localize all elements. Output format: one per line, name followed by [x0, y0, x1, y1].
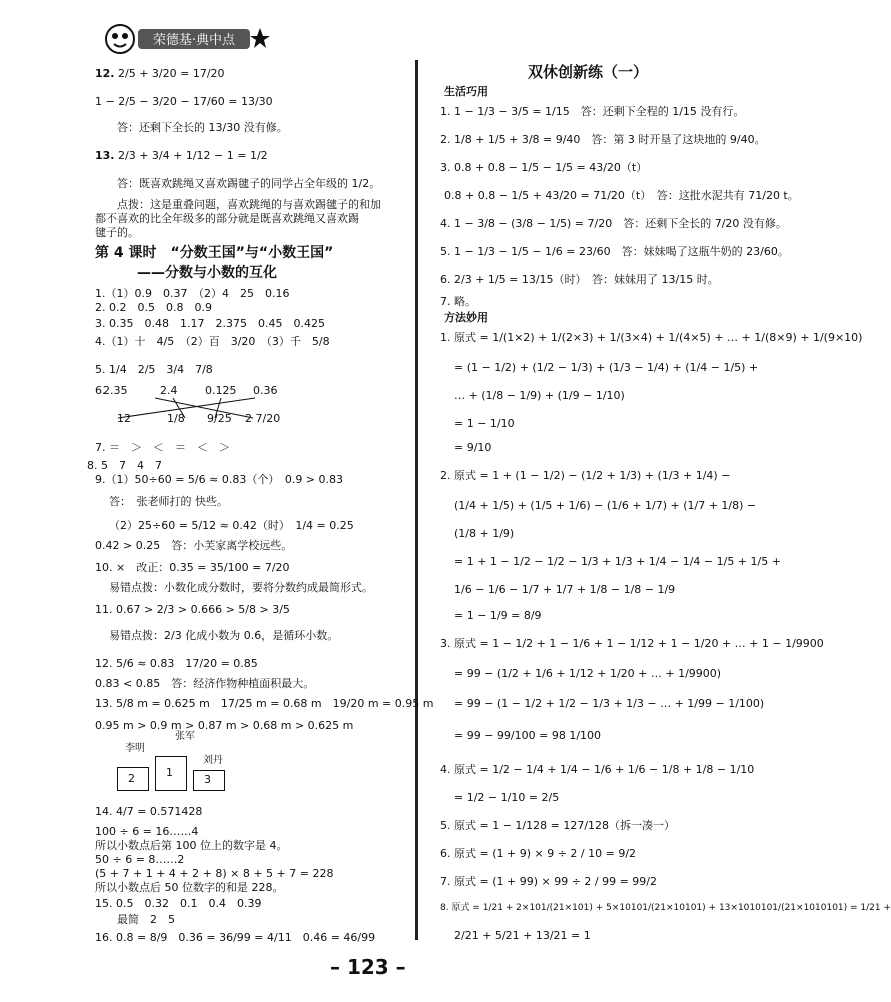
r3a: 3. 0.8 + 0.8 − 1/5 − 1/5 = 43/20（t） [440, 161, 648, 174]
q6-top-1: 2.35 [103, 384, 128, 397]
m4-line2: = 1/2 − 1/10 = 2/5 [454, 791, 560, 804]
q6-bottom-2: 1/8 [167, 412, 185, 425]
m8-line1: 8. 原式 = 1/21 + 2×101/(21×101) + 5×10101/(21×10101) + 13×1010101/(21×1010101) = 1/21 + [440, 903, 891, 913]
q14-line6: 所以小数点后 50 位数字的和是 228。 [95, 881, 284, 894]
m1-line3: … + (1/8 − 1/9) + (1/9 − 1/10) [454, 389, 625, 402]
m1-line5: = 9/10 [454, 441, 492, 454]
q9-line2: 答： 张老师打的 快些。 [109, 495, 228, 508]
q13-answer: 答：既喜欢跳绳又喜欢踢毽子的同学占全年级的 1/2。 [117, 177, 381, 190]
q6-top-2: 2.4 [160, 384, 178, 397]
a-q8: 8. 5 7 4 7 [87, 459, 162, 472]
section-title: 双休创新练（一） [528, 63, 649, 81]
podium-box-1 [155, 756, 187, 791]
a-q7: 7. ＝ ＞ ＜ ＝ ＜ ＞ [95, 441, 230, 454]
q6-bottom-1: 12 [117, 412, 131, 425]
lesson-title: 第 4 课时 “分数王国”与“小数王国” [95, 245, 334, 261]
podium-name-2: 张军 [175, 731, 195, 742]
q15-line1: 15. 0.5 0.32 0.1̇ 0.4̇ 0.3̇9̇ [95, 897, 262, 910]
q14-line3: 所以小数点后第 100 位上的数字是 4。 [95, 839, 288, 852]
m2-line1: 2. 原式 = 1 + (1 − 1/2) − (1/2 + 1/3) + (1/3 + 1/4) − [440, 469, 731, 482]
q12-line2: 1 − 2/5 − 3/20 − 17/60 = 13/30 [95, 95, 273, 108]
m8-line2: 2/21 + 5/21 + 13/21 = 1 [454, 929, 591, 942]
life-heading: 生活巧用 [444, 85, 488, 98]
q14-line5: (5 + 7 + 1 + 4 + 2 + 8) × 8 + 5 + 7 = 228 [95, 867, 334, 880]
m2-line5: 1/6 − 1/6 − 1/7 + 1/7 + 1/8 − 1/8 − 1/9 [454, 583, 676, 596]
a-q3: 3. 0.35 0.48 1.17 2.375 0.45 0.425 [95, 317, 325, 330]
a-q16: 16. 0.8̇ = 8/9 0.3̇6̇ = 36/99 = 4/11 0.4̇6̇ = 46/99 [95, 931, 376, 944]
m5: 5. 原式 = 1 − 1/128 = 127/128（拆一凑一） [440, 819, 676, 832]
m3-line4: = 99 − 99/100 = 98 1/100 [454, 729, 602, 742]
r4: 4. 1 − 3/8 − (3/8 − 1/5) = 7/20 答：还剩下全长的 7/20 没有修。 [440, 217, 787, 230]
q9-line4: 0.42 > 0.25 答：小芙家离学校远些。 [95, 539, 293, 552]
lesson-subtitle: ——分数与小数的互化 [137, 265, 277, 281]
q13-tip2: 都不喜欢的比全年级多的部分就是既喜欢跳绳又喜欢踢 [95, 212, 359, 225]
method-heading: 方法妙用 [444, 311, 488, 324]
r2: 2. 1/8 + 1/5 + 3/8 = 9/40 答：第 3 时开垦了这块地的 9/40。 [440, 133, 766, 146]
a-q5: 5. 1/4 2/5 3/4 7/8 [95, 363, 213, 376]
q11-line2: 易错点拨：2/3 化成小数为 0.6̇，是循环小数。 [109, 629, 339, 642]
q10-line2: 易错点拨：小数化成分数时，要将分数约成最简形式。 [109, 581, 373, 594]
page-number: – 123 – [330, 955, 406, 979]
q14-line1: 14. 4/7 = 0.571428 [95, 805, 203, 818]
q13-line1: 13. 2/3 + 3/4 + 1/12 − 1 = 1/2 [95, 149, 268, 162]
q9-line1: 9.（1）50÷60 = 5/6 ≈ 0.83（个） 0.9 > 0.83 [95, 473, 344, 486]
podium-place-1: 1 [166, 766, 173, 779]
m4-line1: 4. 原式 = 1/2 − 1/4 + 1/4 − 1/6 + 1/6 − 1/8 + 1/8 − 1/10 [440, 763, 755, 776]
m2-line4: = 1 + 1 − 1/2 − 1/2 − 1/3 + 1/3 + 1/4 − 1/4 − 1/5 + 1/5 + [454, 555, 781, 568]
logo-text: 荣德基·典中点 [152, 33, 236, 48]
podium-place-3: 3 [204, 773, 211, 786]
m6: 6. 原式 = (1 + 9) × 9 ÷ 2 / 10 = 9/2 [440, 847, 637, 860]
podium-box-3 [193, 770, 225, 791]
q13-tip3: 毽子的。 [95, 226, 139, 239]
a-q4: 4.（1）十 4/5 （2）百 3/20 （3）千 5/8 [95, 335, 330, 348]
q14-line2: 100 ÷ 6 = 16……4 [95, 825, 199, 838]
q6-top-4: 0.36 [253, 384, 278, 397]
q14-line4: 50 ÷ 6 = 8……2 [95, 853, 185, 866]
r5: 5. 1 − 1/3 − 1/5 − 1/6 = 23/60 答：妹妹喝了这瓶牛奶的 23/60。 [440, 245, 789, 258]
r6: 6. 2/3 + 1/5 = 13/15（时） 答：妹妹用了 13/15 时。 [440, 273, 719, 286]
q12-answer: 答：还剩下全长的 13/30 没有修。 [117, 121, 288, 134]
m3-line3: = 99 − (1 − 1/2 + 1/2 − 1/3 + 1/3 − … + 1/99 − 1/100) [454, 697, 765, 710]
r1: 1. 1 − 1/3 − 3/5 = 1/15 答：还剩下全程的 1/15 没有行。 [440, 105, 745, 118]
m2-line3: (1/8 + 1/9) [454, 527, 515, 540]
brand-logo [100, 22, 270, 56]
podium-name-1: 李明 [125, 743, 145, 754]
a-q2: 2. 0.2 0.5 0.8 0.9 [95, 301, 212, 314]
q10-line1: 10. × 改正：0.35 = 35/100 = 7/20 [95, 561, 290, 574]
q15-line2: 最简 2 5 [117, 913, 175, 926]
m2-line2: (1/4 + 1/5) + (1/5 + 1/6) − (1/6 + 1/7) + (1/7 + 1/8) − [454, 499, 757, 512]
q12b-line2: 0.83 < 0.85 答：经济作物种植面积最大。 [95, 677, 315, 690]
m3-line1: 3. 原式 = 1 − 1/2 + 1 − 1/6 + 1 − 1/12 + 1 − 1/20 + … + 1 − 1/9900 [440, 637, 824, 650]
podium-place-2: 2 [128, 772, 135, 785]
q6-bottom-4: 2 7/20 [245, 412, 281, 425]
m7: 7. 原式 = (1 + 99) × 99 ÷ 2 / 99 = 99/2 [440, 875, 658, 888]
q6-num: 6. [95, 384, 106, 397]
a-q1: 1.（1）0.9 0.37 （2）4 25 0.16 [95, 287, 290, 300]
r7: 7. 略。 [440, 295, 476, 308]
r3b: 0.8 + 0.8 − 1/5 + 43/20 = 71/20（t） 答：这批水泥共有 71/20 t。 [444, 189, 799, 202]
q13b-line2: 0.95 m > 0.9 m > 0.87 m > 0.68 m > 0.625 m [95, 719, 354, 732]
q11-line1: 11. 0.67 > 2/3 > 0.666 > 5/8 > 3/5 [95, 603, 290, 616]
q13b-line1: 13. 5/8 m = 0.625 m 17/25 m = 0.68 m 19/20 m = 0.95 m [95, 697, 434, 710]
q9-line3: （2）25÷60 = 5/12 ≈ 0.42（时） 1/4 = 0.25 [109, 519, 354, 532]
q12b-line1: 12. 5/6 ≈ 0.83 17/20 = 0.85 [95, 657, 258, 670]
podium-name-3: 刘丹 [203, 755, 223, 766]
q6-match-lines [115, 396, 265, 420]
q6-bottom-3: 9/25 [207, 412, 232, 425]
m2-line6: = 1 − 1/9 = 8/9 [454, 609, 542, 622]
q6-top-3: 0.125 [205, 384, 237, 397]
m1-line1: 1. 原式 = 1/(1×2) + 1/(2×3) + 1/(3×4) + 1/(4×5) + … + 1/(8×9) + 1/(9×10) [440, 331, 863, 344]
q13-tip1: 点拨：这是重叠问题，喜欢跳绳的与喜欢踢毽子的和加 [117, 198, 381, 211]
m1-line4: = 1 − 1/10 [454, 417, 515, 430]
q12-line1: 12. 2/5 + 3/20 = 17/20 [95, 67, 225, 80]
m3-line2: = 99 − (1/2 + 1/6 + 1/12 + 1/20 + … + 1/9900) [454, 667, 722, 680]
column-divider [415, 60, 418, 940]
m1-line2: = (1 − 1/2) + (1/2 − 1/3) + (1/3 − 1/4) + (1/4 − 1/5) + [454, 361, 759, 374]
podium-box-2 [117, 767, 149, 791]
